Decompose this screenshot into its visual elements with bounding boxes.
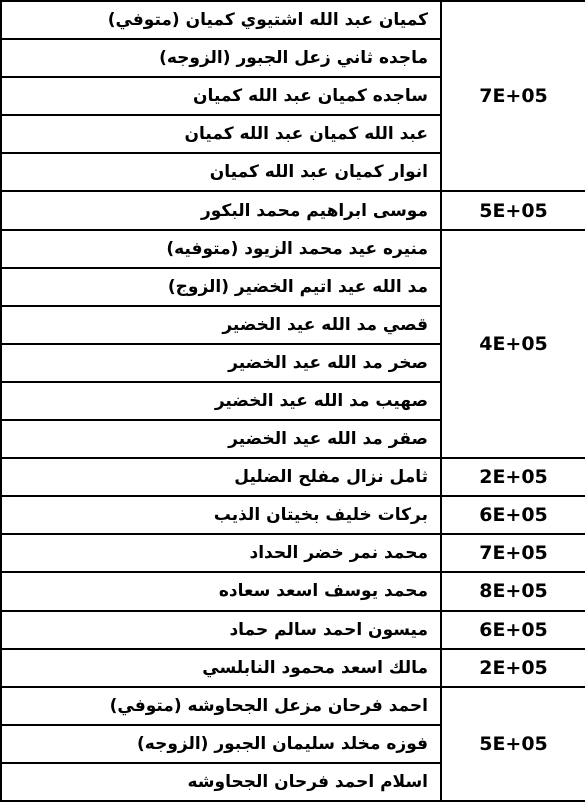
name-cell: صخر مد الله عيد الخضير	[1, 344, 441, 382]
value-cell: 2E+05	[441, 649, 585, 687]
name-cell: بركات خليف بخيتان الذيب	[1, 496, 441, 534]
name-cell: ميسون احمد سالم حماد	[1, 611, 441, 649]
name-cell: عبد الله كميان عبد الله كميان	[1, 115, 441, 153]
name-cell: احمد فرحان مزعل الجحاوشه (متوفي)	[1, 687, 441, 725]
table-row	[1, 458, 585, 496]
name-cell: ثامل نزال مفلح الضليل	[1, 458, 441, 496]
name-cell: ماجده ثاني زعل الجبور (الزوجه)	[1, 39, 441, 77]
table-row	[1, 496, 585, 534]
name-cell: كميان عبد الله اشتيوي كميان (متوفي)	[1, 1, 441, 39]
name-cell: اسلام احمد فرحان الجحاوشه	[1, 763, 441, 801]
value-cell: 6E+05	[441, 496, 585, 534]
value-cell: 7E+05	[441, 534, 585, 572]
records-table-body	[1, 1, 585, 801]
table-row	[1, 1, 585, 39]
table-row	[1, 534, 585, 572]
name-cell: صقر مد الله عيد الخضير	[1, 420, 441, 458]
value-cell: 8E+05	[441, 572, 585, 610]
value-cell: 5E+05	[441, 191, 585, 229]
table-row	[1, 191, 585, 229]
name-cell: محمد نمر خضر الحداد	[1, 534, 441, 572]
name-cell: صهيب مد الله عيد الخضير	[1, 382, 441, 420]
value-cell: 6E+05	[441, 611, 585, 649]
table-row	[1, 230, 585, 268]
name-cell: منيره عيد محمد الزيود (متوفيه)	[1, 230, 441, 268]
value-cell: 4E+05	[441, 230, 585, 459]
table-row	[1, 649, 585, 687]
name-cell: مد الله عيد اتيم الخضير (الزوج)	[1, 268, 441, 306]
value-cell: 5E+05	[441, 687, 585, 801]
table-row	[1, 687, 585, 725]
name-cell: انوار كميان عبد الله كميان	[1, 153, 441, 191]
name-cell: قصي مد الله عيد الخضير	[1, 306, 441, 344]
name-cell: موسى ابراهيم محمد البكور	[1, 191, 441, 229]
table-row	[1, 572, 585, 610]
value-cell: 2E+05	[441, 458, 585, 496]
value-cell: 7E+05	[441, 1, 585, 191]
name-cell: محمد يوسف اسعد سعاده	[1, 572, 441, 610]
name-cell: ساجده كميان عبد الله كميان	[1, 77, 441, 115]
name-cell: مالك اسعد محمود النابلسي	[1, 649, 441, 687]
table-row	[1, 611, 585, 649]
name-cell: فوزه مخلد سليمان الجبور (الزوجه)	[1, 725, 441, 763]
